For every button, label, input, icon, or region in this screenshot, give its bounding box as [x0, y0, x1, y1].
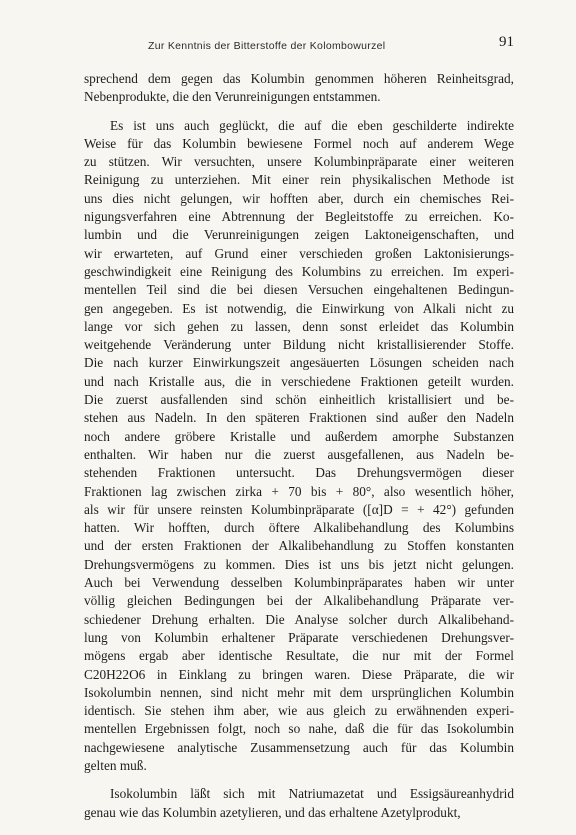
text-line: identisch. Sie stehen ihm aber, wie aus gleich zu erwähnenden experi- — [84, 703, 514, 719]
text-line: Isokolumbin nennen, sind nicht mehr mit dem ursprünglichen Kolumbin — [84, 684, 514, 700]
text-line: mögens ergab aber identische Resultate, die nur mit der Formel — [84, 648, 514, 664]
text-line: genau wie das Kolumbin azetylieren, und das erhaltene Azetylprodukt, — [84, 804, 461, 820]
text-line: gen angegeben. Es ist notwendig, die Einwirkung von Alkali nicht zu — [84, 300, 514, 316]
text-line: geschwindigkeit eine Reinigung des Kolumbins zu erreichen. Im experi- — [84, 263, 514, 279]
body-text — [84, 70, 514, 822]
text-line: lumbin und die Verunreinigungen zeigen Laktoneigenschaften, und — [84, 227, 514, 243]
running-header — [84, 34, 514, 54]
text-line: nigungsverfahren eine Abtrennung der Begleitstoffe zu erreichen. Ko- — [84, 209, 514, 225]
running-title: Zur Kenntnis der Bitterstoffe der Kolombowurzel — [148, 40, 386, 52]
text-line: und der ersten Fraktionen der Alkalibehandlung zu Stoffen konstanten — [84, 538, 514, 554]
text-line: stehenden Fraktionen untersucht. Das Drehungsvermögen dieser — [84, 465, 514, 481]
text-line: Auch bei Verwendung desselben Kolumbinpräparates haben wir unter — [84, 575, 514, 591]
text-line: zu stützen. Wir versuchten, unsere Kolumbinpräparate einer weiteren — [84, 154, 514, 170]
text-line: mentellen Ergebnissen folgt, noch so nahe, daß die für das Isokolumbin — [84, 721, 514, 737]
text-line: stehen aus Nadeln. In den späteren Fraktionen sind außer den Nadeln — [84, 410, 514, 426]
text-line: Die nach kurzer Einwirkungszeit angesäuerten Lösungen scheiden nach — [84, 355, 514, 371]
page-number: 91 — [499, 34, 514, 50]
text-line: Die zuerst ausfallenden sind schön einheitlich kristallisiert und be- — [84, 392, 514, 408]
paragraph — [84, 785, 514, 822]
text-line: Es ist uns auch geglückt, die auf die eben geschilderte indirekte — [110, 117, 514, 133]
paragraph — [84, 70, 514, 107]
text-line: weitgehende Veränderung unter Bildung nicht kristallisierender Stoffe. — [84, 337, 514, 353]
text-line: und nach Kristalle aus, die in verschiedene Fraktionen geteilt wurden. — [84, 373, 514, 389]
text-line: lange vor sich gehen zu lassen, denn sonst erleidet das Kolumbin — [84, 318, 514, 334]
text-line: Drehungsvermögens zu kommen. Dies ist uns bis jetzt nicht gelungen. — [84, 556, 514, 572]
text-line: Fraktionen lag zwischen zirka + 70 bis + 80°, also wesentlich höher, — [84, 483, 514, 499]
text-line: nachgewiesene analytische Zusammensetzung auch für das Kolumbin — [84, 739, 514, 755]
text-line: Reinigung zu unterziehen. Mit einer rein physikalischen Methode ist — [84, 172, 514, 188]
paragraph-gap — [84, 775, 514, 785]
text-line: sprechend dem gegen das Kolumbin genommen höheren Reinheitsgrad, — [84, 71, 514, 86]
paragraph-gap — [84, 107, 514, 117]
text-line: lung von Kolumbin erhaltener Präparate verschiedenen Drehungsver- — [84, 629, 514, 645]
text-line: wir erwarteten, auf Grund einer verschieden großen Laktonisierungs- — [84, 245, 514, 261]
text-line: noch andere gröbere Kristalle und außerdem amorphe Substanzen — [84, 428, 514, 444]
text-line: als wir für unsere reinsten Kolumbinpräparate ([α]D = + 42°) gefunden — [84, 501, 514, 517]
text-line: schiedener Drehung erhalten. Die Analyse solcher durch Alkalibehand- — [84, 611, 514, 627]
text-line: C20H22O6 in Einklang zu bringen waren. Diese Präparate, die wir — [84, 666, 514, 682]
text-line: mentellen Teil sind die bei diesen Versuchen eingehaltenen Bedingun- — [84, 282, 514, 298]
text-line: uns dies nicht gelungen, wir hofften aber, durch ein chemisches Rei- — [84, 190, 514, 206]
text-line: völlig gleichen Bedingungen bei der Alkalibehandlung Präparate ver- — [84, 593, 514, 609]
text-line: Isokolumbin läßt sich mit Natriumazetat und Essigsäureanhydrid — [110, 786, 514, 802]
text-line: gelten muß. — [84, 757, 147, 773]
text-line: enthalten. Wir haben nur die zuerst ausgefallenen, aus Nadeln be- — [84, 446, 514, 462]
text-line: Weise für das Kolumbin bewiesene Formel noch auf anderem Wege — [84, 135, 514, 151]
text-line: Nebenprodukte, die den Verunreinigungen entstammen. — [84, 89, 381, 105]
text-line: hatten. Wir hofften, durch öftere Alkalibehandlung des Kolumbins — [84, 520, 514, 536]
paragraph — [84, 117, 514, 776]
